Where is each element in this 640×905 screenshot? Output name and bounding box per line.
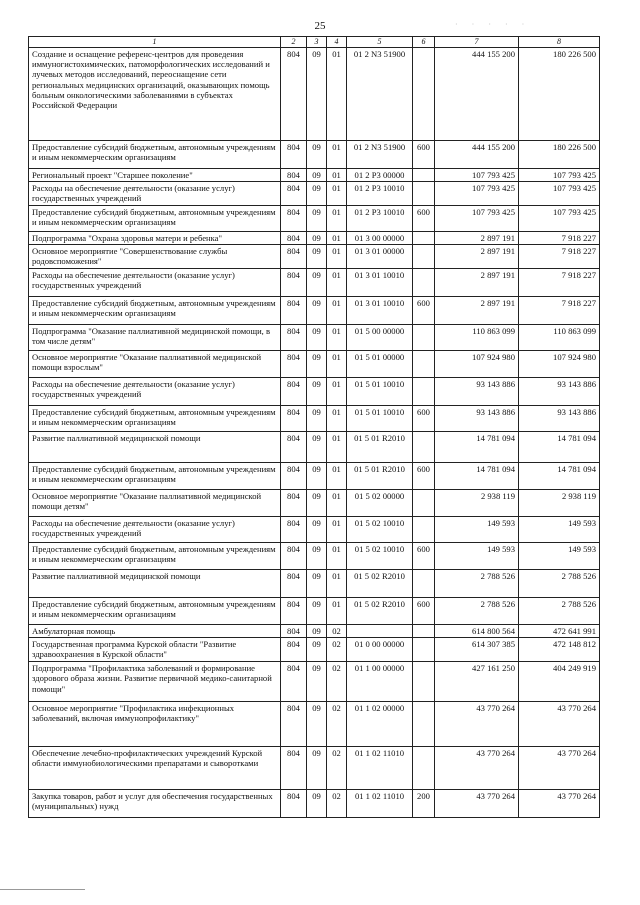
table-row (29, 569, 600, 597)
row-amount-year2: 7 918 227 (519, 231, 600, 244)
table-row (29, 350, 600, 377)
row-amount-year2: 2 788 526 (519, 569, 600, 597)
header-col-7: 7 (435, 37, 519, 48)
row-amount-year2: 107 793 425 (519, 181, 600, 205)
header-col-8: 8 (519, 37, 600, 48)
row-name: Государственная программа Курской области "Развитие здравоохранения в Курской области" (29, 638, 281, 662)
row-amount-year1: 43 770 264 (435, 702, 519, 747)
row-admin-code: 804 (281, 47, 307, 140)
row-amount-year1: 444 155 200 (435, 47, 519, 140)
row-subsection-code: 02 (327, 702, 347, 747)
row-name: Региональный проект "Старшее поколение" (29, 168, 281, 181)
row-admin-code: 804 (281, 569, 307, 597)
row-name: Расходы на обеспечение деятельности (оказание услуг) государственных учреждений (29, 516, 281, 542)
row-target-article: 01 5 01 00000 (347, 350, 413, 377)
row-subsection-code: 01 (327, 431, 347, 462)
row-expense-type (413, 489, 435, 516)
row-admin-code: 804 (281, 516, 307, 542)
row-section-code: 09 (307, 350, 327, 377)
row-subsection-code: 01 (327, 231, 347, 244)
row-admin-code: 804 (281, 597, 307, 624)
table-row (29, 296, 600, 324)
row-name: Предоставление субсидий бюджетным, автономным учреждениям и иным некоммерческим организациям (29, 597, 281, 624)
row-admin-code: 804 (281, 231, 307, 244)
row-target-article: 01 1 00 00000 (347, 662, 413, 702)
row-amount-year1: 614 307 385 (435, 638, 519, 662)
row-amount-year2: 7 918 227 (519, 296, 600, 324)
row-name: Развитие паллиативной медицинской помощи (29, 569, 281, 597)
row-subsection-code: 02 (327, 790, 347, 818)
row-target-article: 01 1 02 11010 (347, 747, 413, 790)
row-expense-type (413, 624, 435, 637)
row-admin-code: 804 (281, 377, 307, 405)
row-admin-code: 804 (281, 638, 307, 662)
row-expense-type (413, 569, 435, 597)
row-section-code: 09 (307, 181, 327, 205)
row-section-code: 09 (307, 244, 327, 268)
row-admin-code: 804 (281, 324, 307, 350)
row-expense-type (413, 231, 435, 244)
row-amount-year1: 444 155 200 (435, 140, 519, 168)
row-target-article: 01 3 01 10010 (347, 296, 413, 324)
row-target-article: 01 2 P3 10010 (347, 181, 413, 205)
row-subsection-code: 01 (327, 181, 347, 205)
row-target-article: 01 5 02 R2010 (347, 597, 413, 624)
row-target-article: 01 3 00 00000 (347, 231, 413, 244)
row-amount-year2: 14 781 094 (519, 431, 600, 462)
row-subsection-code: 01 (327, 542, 347, 569)
row-subsection-code: 01 (327, 324, 347, 350)
row-name: Предоставление субсидий бюджетным, автономным учреждениям и иным некоммерческим организациям (29, 205, 281, 231)
row-expense-type (413, 702, 435, 747)
row-expense-type (413, 431, 435, 462)
row-subsection-code: 02 (327, 624, 347, 637)
row-expense-type (413, 516, 435, 542)
row-amount-year2: 2 788 526 (519, 597, 600, 624)
row-section-code: 09 (307, 47, 327, 140)
row-amount-year1: 107 793 425 (435, 168, 519, 181)
row-amount-year1: 107 793 425 (435, 205, 519, 231)
row-subsection-code: 01 (327, 350, 347, 377)
row-expense-type (413, 638, 435, 662)
row-amount-year2: 180 226 500 (519, 140, 600, 168)
row-name: Обеспечение лечебно-профилактических учреждений Курской области иммунобиологическими препаратами и сыворотками (29, 747, 281, 790)
row-admin-code: 804 (281, 296, 307, 324)
row-admin-code: 804 (281, 168, 307, 181)
row-target-article: 01 1 02 00000 (347, 702, 413, 747)
row-amount-year2: 43 770 264 (519, 747, 600, 790)
row-subsection-code: 01 (327, 489, 347, 516)
row-subsection-code: 01 (327, 377, 347, 405)
row-name: Основное мероприятие "Профилактика инфекционных заболеваний, включая иммунопрофилактику" (29, 702, 281, 747)
row-section-code: 09 (307, 624, 327, 637)
row-section-code: 09 (307, 597, 327, 624)
table-row (29, 489, 600, 516)
row-admin-code: 804 (281, 268, 307, 296)
row-section-code: 09 (307, 542, 327, 569)
row-section-code: 09 (307, 462, 327, 489)
table-row (29, 140, 600, 168)
row-amount-year2: 404 249 919 (519, 662, 600, 702)
row-amount-year1: 110 863 099 (435, 324, 519, 350)
row-amount-year1: 2 897 191 (435, 244, 519, 268)
table-row (29, 597, 600, 624)
row-target-article: 01 2 N3 51900 (347, 47, 413, 140)
row-admin-code: 804 (281, 350, 307, 377)
row-name: Предоставление субсидий бюджетным, автономным учреждениям и иным некоммерческим организациям (29, 542, 281, 569)
row-amount-year2: 93 143 886 (519, 405, 600, 431)
row-section-code: 09 (307, 516, 327, 542)
header-col-4: 4 (327, 37, 347, 48)
table-row (29, 747, 600, 790)
row-name: Расходы на обеспечение деятельности (оказание услуг) государственных учреждений (29, 377, 281, 405)
row-section-code: 09 (307, 324, 327, 350)
table-row (29, 638, 600, 662)
row-section-code: 09 (307, 231, 327, 244)
table-row (29, 377, 600, 405)
row-admin-code: 804 (281, 244, 307, 268)
row-section-code: 09 (307, 790, 327, 818)
row-subsection-code: 02 (327, 638, 347, 662)
row-amount-year1: 107 924 980 (435, 350, 519, 377)
page-number: 25 (314, 20, 326, 32)
row-name: Основное мероприятие "Совершенствование службы родовспоможения" (29, 244, 281, 268)
row-admin-code: 804 (281, 431, 307, 462)
header-col-6: 6 (413, 37, 435, 48)
row-target-article: 01 5 01 10010 (347, 405, 413, 431)
table-row (29, 702, 600, 747)
row-target-article: 01 5 01 R2010 (347, 462, 413, 489)
row-name: Предоставление субсидий бюджетным, автономным учреждениям и иным некоммерческим организациям (29, 462, 281, 489)
row-expense-type (413, 662, 435, 702)
row-expense-type: 600 (413, 140, 435, 168)
row-section-code: 09 (307, 268, 327, 296)
row-target-article: 01 5 02 R2010 (347, 569, 413, 597)
row-subsection-code: 02 (327, 662, 347, 702)
row-subsection-code: 02 (327, 747, 347, 790)
row-admin-code: 804 (281, 747, 307, 790)
row-target-article: 01 2 P3 10010 (347, 205, 413, 231)
row-admin-code: 804 (281, 790, 307, 818)
table-header-row (29, 37, 600, 48)
table-row (29, 662, 600, 702)
row-target-article: 01 5 02 10010 (347, 516, 413, 542)
header-col-3: 3 (307, 37, 327, 48)
table-row (29, 405, 600, 431)
row-subsection-code: 01 (327, 168, 347, 181)
row-amount-year2: 110 863 099 (519, 324, 600, 350)
row-expense-type (413, 168, 435, 181)
row-amount-year1: 2 788 526 (435, 597, 519, 624)
row-amount-year1: 43 770 264 (435, 747, 519, 790)
row-subsection-code: 01 (327, 244, 347, 268)
row-target-article: 01 5 00 00000 (347, 324, 413, 350)
row-amount-year2: 2 938 119 (519, 489, 600, 516)
row-amount-year2: 149 593 (519, 516, 600, 542)
row-amount-year1: 2 788 526 (435, 569, 519, 597)
row-name: Предоставление субсидий бюджетным, автономным учреждениям и иным некоммерческим организациям (29, 140, 281, 168)
row-section-code: 09 (307, 140, 327, 168)
row-expense-type (413, 244, 435, 268)
row-name: Расходы на обеспечение деятельности (оказание услуг) государственных учреждений (29, 181, 281, 205)
row-target-article: 01 5 01 10010 (347, 377, 413, 405)
row-section-code: 09 (307, 377, 327, 405)
row-expense-type (413, 47, 435, 140)
row-target-article: 01 2 P3 00000 (347, 168, 413, 181)
row-section-code: 09 (307, 405, 327, 431)
row-target-article: 01 1 02 11010 (347, 790, 413, 818)
row-amount-year2: 14 781 094 (519, 462, 600, 489)
table-row (29, 324, 600, 350)
row-amount-year2: 107 793 425 (519, 168, 600, 181)
table-row (29, 542, 600, 569)
table-row (29, 168, 600, 181)
row-amount-year2: 107 793 425 (519, 205, 600, 231)
row-section-code: 09 (307, 638, 327, 662)
row-admin-code: 804 (281, 140, 307, 168)
row-subsection-code: 01 (327, 516, 347, 542)
row-subsection-code: 01 (327, 597, 347, 624)
row-expense-type: 600 (413, 296, 435, 324)
row-admin-code: 804 (281, 489, 307, 516)
row-amount-year1: 2 897 191 (435, 296, 519, 324)
row-expense-type: 600 (413, 597, 435, 624)
row-section-code: 09 (307, 205, 327, 231)
budget-table (28, 36, 600, 818)
table-row (29, 462, 600, 489)
row-target-article (347, 624, 413, 637)
row-expense-type (413, 350, 435, 377)
scan-artifact: · · · · · (455, 20, 531, 29)
row-amount-year1: 107 793 425 (435, 181, 519, 205)
row-amount-year2: 43 770 264 (519, 790, 600, 818)
row-admin-code: 804 (281, 624, 307, 637)
row-section-code: 09 (307, 431, 327, 462)
row-amount-year2: 7 918 227 (519, 244, 600, 268)
row-target-article: 01 5 02 00000 (347, 489, 413, 516)
table-row (29, 431, 600, 462)
row-target-article: 01 5 02 10010 (347, 542, 413, 569)
row-target-article: 01 3 01 00000 (347, 244, 413, 268)
row-name: Расходы на обеспечение деятельности (оказание услуг) государственных учреждений (29, 268, 281, 296)
row-name: Подпрограмма "Охрана здоровья матери и ребенка" (29, 231, 281, 244)
header-col-5: 5 (347, 37, 413, 48)
row-amount-year1: 614 800 564 (435, 624, 519, 637)
row-subsection-code: 01 (327, 140, 347, 168)
row-name: Предоставление субсидий бюджетным, автономным учреждениям и иным некоммерческим организациям (29, 296, 281, 324)
row-expense-type (413, 181, 435, 205)
row-expense-type (413, 324, 435, 350)
row-expense-type: 200 (413, 790, 435, 818)
header-col-1: 1 (29, 37, 281, 48)
table-row (29, 516, 600, 542)
row-section-code: 09 (307, 702, 327, 747)
row-admin-code: 804 (281, 181, 307, 205)
row-amount-year2: 180 226 500 (519, 47, 600, 140)
footer-rule (0, 889, 85, 890)
row-amount-year1: 149 593 (435, 542, 519, 569)
row-amount-year2: 472 641 991 (519, 624, 600, 637)
row-name: Основное мероприятие "Оказание паллиативной медицинской помощи взрослым" (29, 350, 281, 377)
table-row (29, 244, 600, 268)
row-amount-year2: 107 924 980 (519, 350, 600, 377)
row-amount-year1: 149 593 (435, 516, 519, 542)
row-target-article: 01 0 00 00000 (347, 638, 413, 662)
row-admin-code: 804 (281, 662, 307, 702)
row-amount-year2: 472 148 812 (519, 638, 600, 662)
row-expense-type: 600 (413, 542, 435, 569)
row-subsection-code: 01 (327, 296, 347, 324)
table-row (29, 268, 600, 296)
row-name: Закупка товаров, работ и услуг для обеспечения государственных (муниципальных) нужд (29, 790, 281, 818)
row-subsection-code: 01 (327, 569, 347, 597)
row-amount-year1: 2 938 119 (435, 489, 519, 516)
row-expense-type: 600 (413, 462, 435, 489)
row-admin-code: 804 (281, 702, 307, 747)
table-row (29, 47, 600, 140)
row-name: Развитие паллиативной медицинской помощи (29, 431, 281, 462)
row-admin-code: 804 (281, 405, 307, 431)
row-admin-code: 804 (281, 542, 307, 569)
table-row (29, 231, 600, 244)
row-expense-type (413, 268, 435, 296)
row-amount-year1: 93 143 886 (435, 377, 519, 405)
row-name: Подпрограмма "Оказание паллиативной медицинской помощи, в том числе детям" (29, 324, 281, 350)
row-amount-year2: 43 770 264 (519, 702, 600, 747)
row-amount-year2: 149 593 (519, 542, 600, 569)
table-row (29, 790, 600, 818)
row-amount-year1: 43 770 264 (435, 790, 519, 818)
table-row (29, 624, 600, 637)
row-subsection-code: 01 (327, 205, 347, 231)
row-section-code: 09 (307, 747, 327, 790)
row-expense-type (413, 747, 435, 790)
row-name: Предоставление субсидий бюджетным, автономным учреждениям и иным некоммерческим организациям (29, 405, 281, 431)
row-admin-code: 804 (281, 205, 307, 231)
row-name: Создание и оснащение референс-центров для проведения иммуногистохимических, патоморфологических исследований и лучевых методов исследований, переоснащение сети региональных медицинских организаций, оказывающих помощь больным онкологическими заболеваниями в субъектах Российской Федерации (29, 47, 281, 140)
row-target-article: 01 2 N3 51900 (347, 140, 413, 168)
row-amount-year1: 427 161 250 (435, 662, 519, 702)
row-section-code: 09 (307, 168, 327, 181)
row-section-code: 09 (307, 569, 327, 597)
row-amount-year1: 2 897 191 (435, 231, 519, 244)
row-target-article: 01 3 01 10010 (347, 268, 413, 296)
row-name: Амбулаторная помощь (29, 624, 281, 637)
table-row (29, 205, 600, 231)
row-amount-year1: 14 781 094 (435, 462, 519, 489)
row-amount-year2: 93 143 886 (519, 377, 600, 405)
row-expense-type (413, 377, 435, 405)
row-target-article: 01 5 01 R2010 (347, 431, 413, 462)
row-section-code: 09 (307, 662, 327, 702)
table-body (29, 47, 600, 818)
row-section-code: 09 (307, 296, 327, 324)
row-amount-year2: 7 918 227 (519, 268, 600, 296)
row-subsection-code: 01 (327, 268, 347, 296)
header-col-2: 2 (281, 37, 307, 48)
row-subsection-code: 01 (327, 462, 347, 489)
table-row (29, 181, 600, 205)
row-subsection-code: 01 (327, 405, 347, 431)
row-amount-year1: 93 143 886 (435, 405, 519, 431)
row-name: Подпрограмма "Профилактика заболеваний и формирование здорового образа жизни. Развитие первичной медико-санитарной помощи" (29, 662, 281, 702)
row-subsection-code: 01 (327, 47, 347, 140)
row-expense-type: 600 (413, 405, 435, 431)
row-amount-year1: 14 781 094 (435, 431, 519, 462)
row-section-code: 09 (307, 489, 327, 516)
row-amount-year1: 2 897 191 (435, 268, 519, 296)
row-expense-type: 600 (413, 205, 435, 231)
row-name: Основное мероприятие "Оказание паллиативной медицинской помощи детям" (29, 489, 281, 516)
row-admin-code: 804 (281, 462, 307, 489)
